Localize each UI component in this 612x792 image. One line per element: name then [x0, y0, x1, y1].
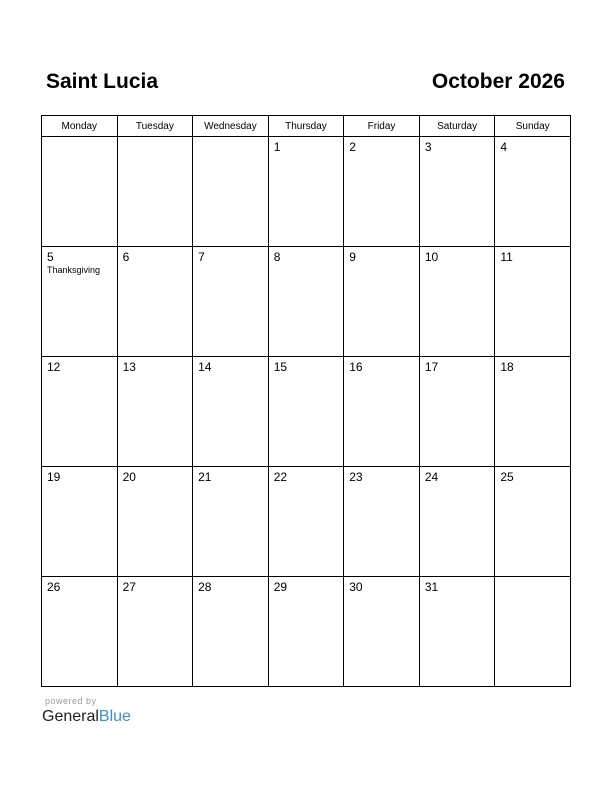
day-cell [193, 137, 269, 247]
week-row [42, 467, 571, 577]
day-cell [42, 357, 118, 467]
day-number: 9 [349, 250, 356, 264]
generalblue-logo [42, 708, 131, 726]
day-number: 25 [500, 470, 514, 484]
month-year-title: October 2026 [431, 70, 565, 93]
day-cell [419, 137, 495, 247]
day-cell [268, 137, 344, 247]
country-title: Saint Lucia [46, 70, 159, 93]
day-number: 28 [198, 580, 212, 594]
day-cell [268, 247, 344, 357]
day-number: 4 [500, 140, 508, 154]
brand-blue-text: Blue [98, 708, 131, 725]
weekday-header-row [42, 116, 571, 137]
day-number: 3 [424, 140, 432, 154]
day-number: 24 [424, 470, 439, 484]
day-number: 20 [122, 470, 136, 484]
week-row [42, 247, 571, 357]
day-cell [419, 247, 495, 357]
day-cell [344, 357, 420, 467]
day-number: 23 [349, 470, 363, 484]
holiday-label: Thanksgiving [47, 265, 101, 275]
day-cell [495, 577, 571, 687]
day-number: 22 [273, 470, 288, 484]
day-number: 31 [424, 580, 439, 594]
weekday-header: Thursday [268, 116, 344, 137]
day-cell [495, 137, 571, 247]
weekday-header: Wednesday [193, 116, 269, 137]
day-cell [117, 247, 193, 357]
week-row [42, 357, 571, 467]
day-cell [344, 467, 420, 577]
day-cell [117, 467, 193, 577]
week-row [42, 577, 571, 687]
calendar-grid [41, 115, 571, 687]
day-number: 6 [122, 250, 130, 264]
day-number: 29 [273, 580, 288, 594]
day-cell [42, 467, 118, 577]
day-cell [268, 577, 344, 687]
brand-general-text: General [42, 708, 99, 725]
day-number: 17 [424, 360, 439, 374]
day-cell [42, 577, 118, 687]
day-cell [117, 137, 193, 247]
weekday-header: Saturday [419, 116, 495, 137]
day-cell [419, 577, 495, 687]
weekday-header: Tuesday [117, 116, 193, 137]
weekday-header: Sunday [495, 116, 571, 137]
day-cell [268, 467, 344, 577]
day-number: 15 [273, 360, 288, 374]
day-number: 19 [47, 470, 61, 484]
day-cell [193, 247, 269, 357]
day-cell [344, 137, 420, 247]
day-cell [495, 467, 571, 577]
day-cell [419, 467, 495, 577]
day-cell [344, 247, 420, 357]
day-number: 14 [198, 360, 212, 374]
day-number: 12 [47, 360, 61, 374]
day-cell [42, 247, 118, 357]
day-cell [268, 357, 344, 467]
weekday-header: Friday [344, 116, 420, 137]
day-number: 1 [273, 140, 281, 154]
day-cell [193, 577, 269, 687]
day-cell [344, 577, 420, 687]
day-number: 2 [349, 140, 356, 154]
day-cell [193, 467, 269, 577]
day-cell [117, 357, 193, 467]
week-row [42, 137, 571, 247]
day-cell [117, 577, 193, 687]
day-cell [495, 247, 571, 357]
day-number: 13 [122, 360, 136, 374]
day-number: 11 [500, 250, 513, 264]
day-number: 7 [198, 250, 205, 264]
powered-by-label: powered by [45, 696, 97, 706]
day-number: 8 [273, 250, 281, 264]
day-number: 26 [47, 580, 61, 594]
day-number: 30 [349, 580, 363, 594]
day-number: 21 [198, 470, 212, 484]
day-number: 18 [500, 360, 514, 374]
day-number: 5 [47, 250, 54, 264]
day-number: 16 [349, 360, 363, 374]
weekday-header: Monday [42, 116, 118, 137]
day-cell [419, 357, 495, 467]
day-number: 27 [122, 580, 136, 594]
day-number: 10 [424, 250, 439, 264]
day-cell [495, 357, 571, 467]
day-cell [193, 357, 269, 467]
day-cell [42, 137, 118, 247]
